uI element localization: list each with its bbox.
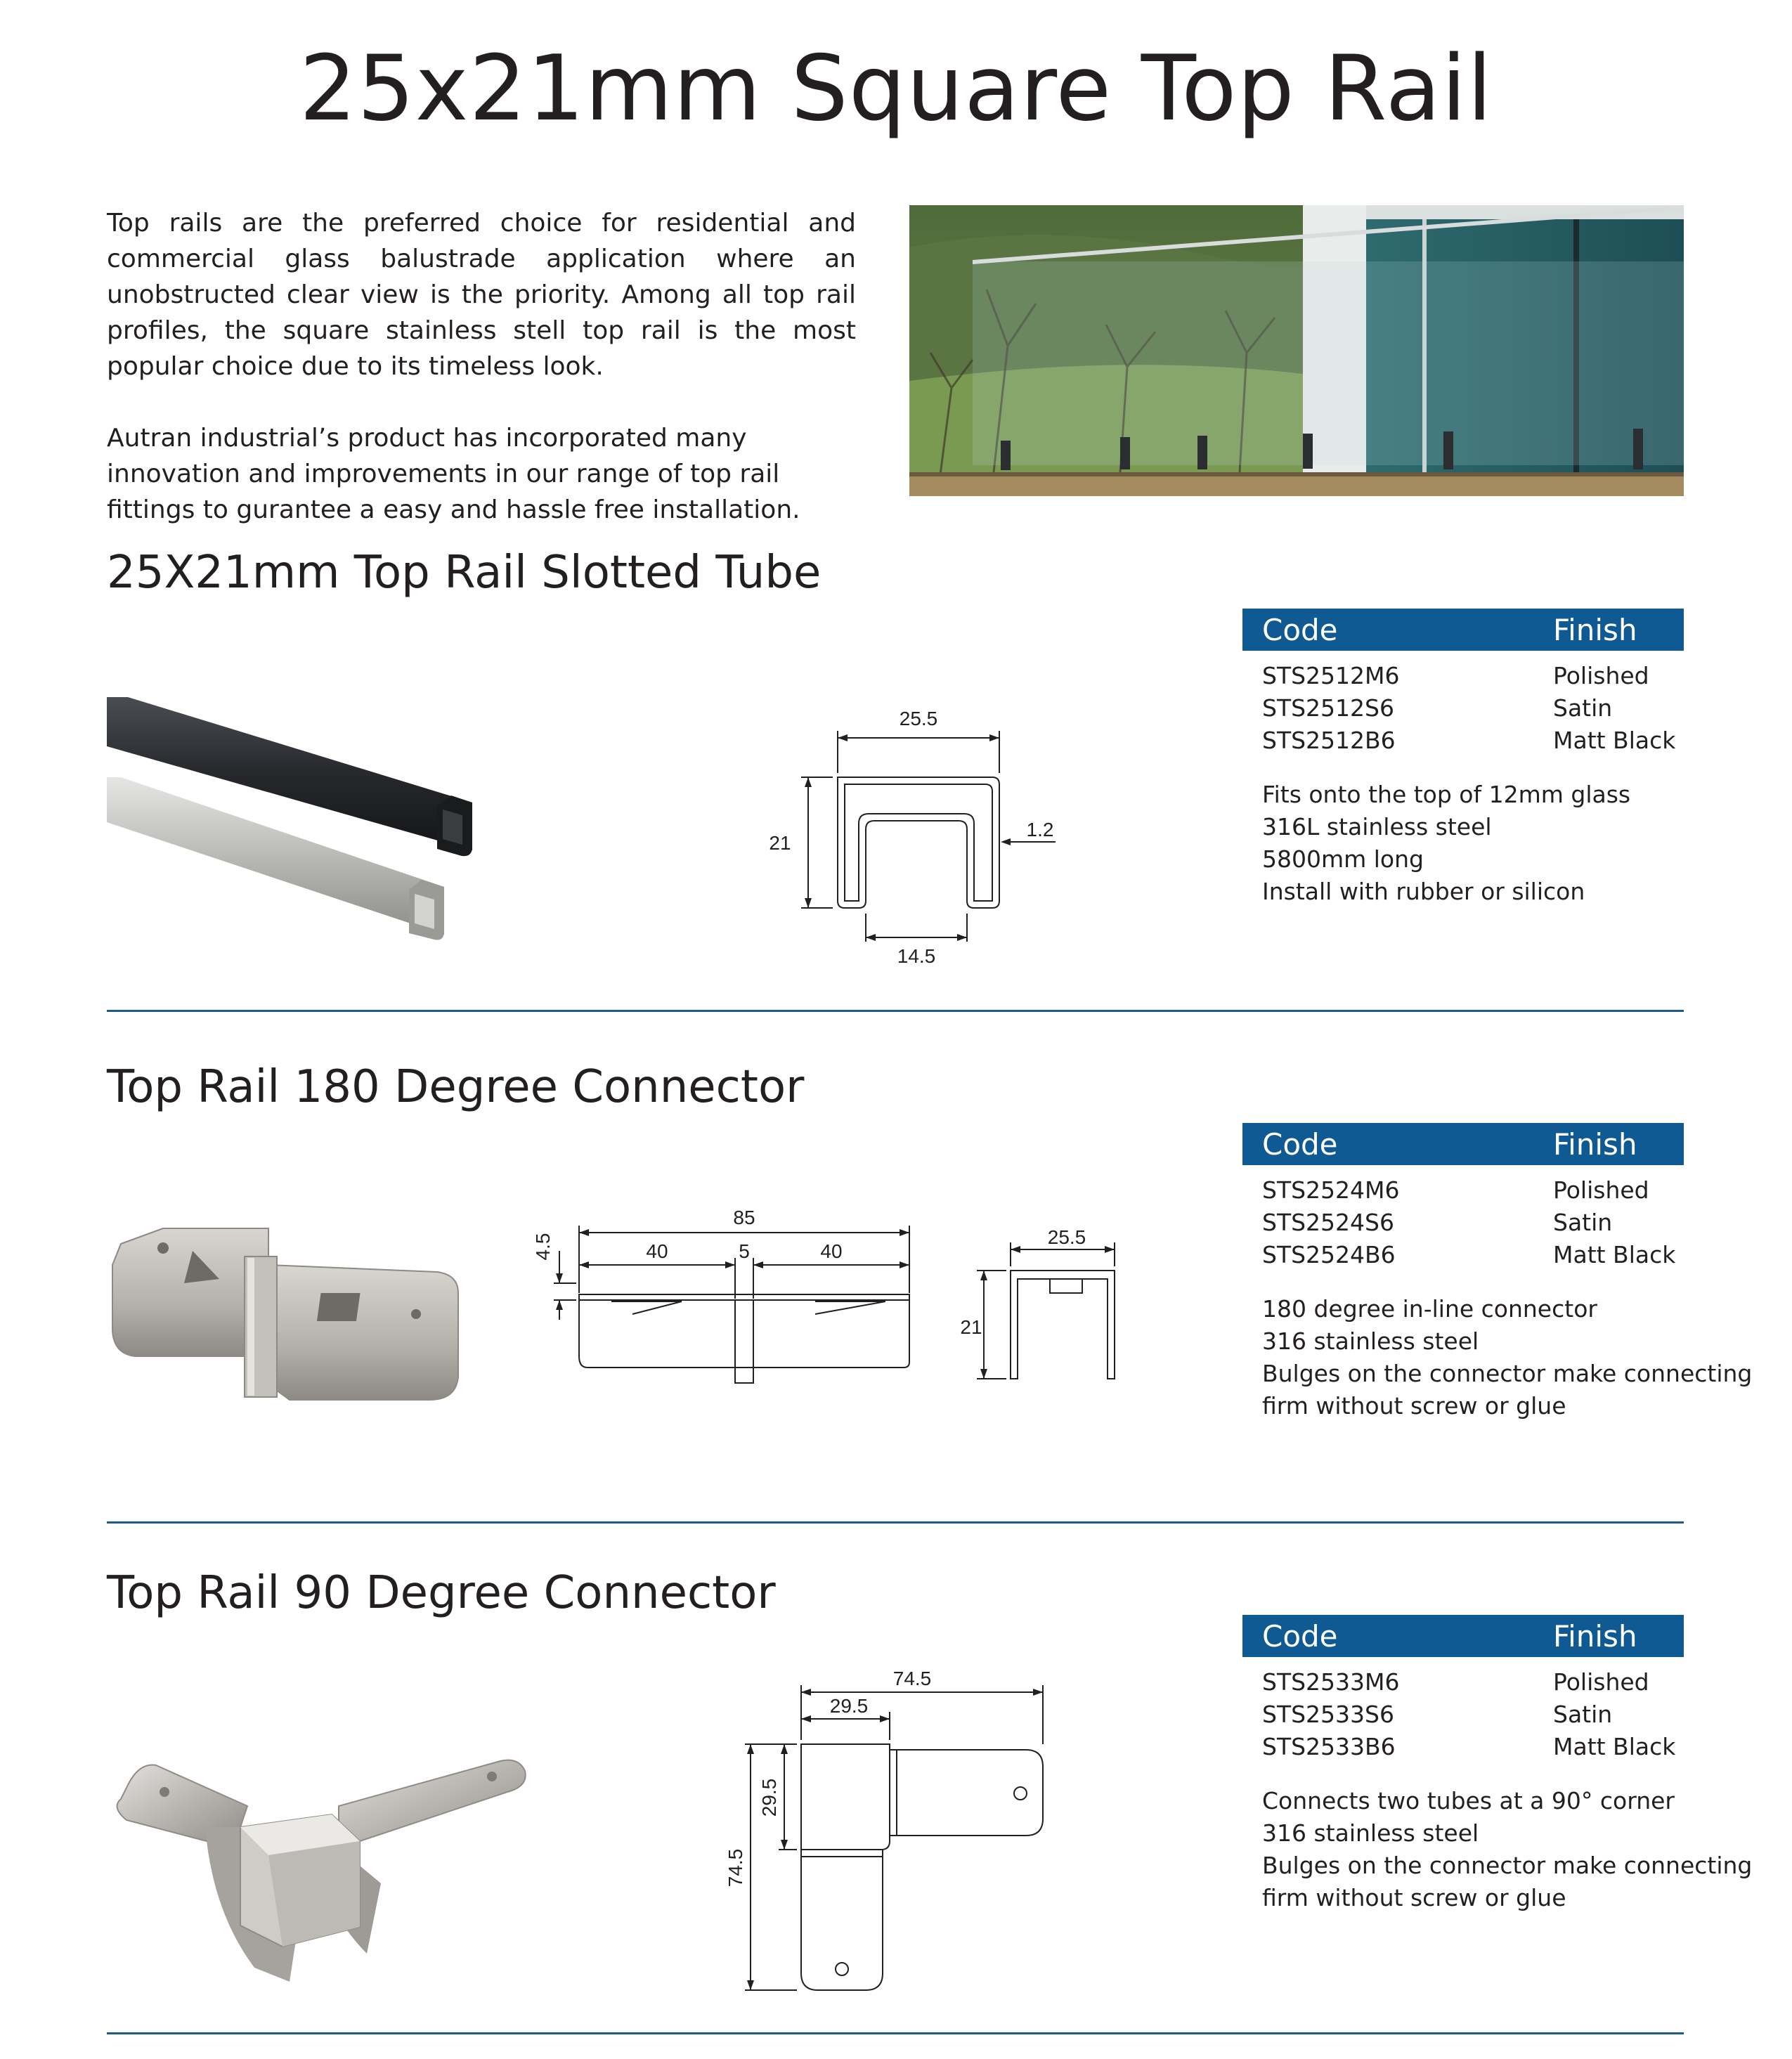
code-cell: STS2524M6 [1262,1176,1400,1204]
dim-slot-label: 14.5 [897,945,936,967]
note-line: Bulges on the connector make connecting [1262,1360,1753,1387]
dim-height-label: 21 [769,832,791,854]
finish-cell: Satin [1553,1209,1613,1236]
spec-table-180-connector [1242,1123,1753,1422]
code-cell: STS2524B6 [1262,1241,1396,1268]
page-title: 25x21mm Square Top Rail [299,37,1493,141]
section-title-slotted-tube: 25X21mm Top Rail Slotted Tube [107,547,822,599]
table-row [1242,1668,1684,1701]
dim-mid-label: 5 [739,1240,750,1262]
spec-table-header [1242,609,1684,651]
note-line: 180 degree in-line connector [1262,1295,1597,1323]
product-notes [1242,1293,1753,1422]
balustrade-photo [909,205,1684,496]
intro-text [107,205,856,564]
header-code: Code [1262,1619,1338,1654]
dim-total-width-label: 74.5 [892,1668,932,1689]
finish-cell: Polished [1553,1668,1649,1696]
table-row [1242,662,1684,694]
note-line: Connects two tubes at a 90° corner [1262,1787,1675,1814]
code-cell: STS2533M6 [1262,1668,1400,1696]
section-title-90-connector: Top Rail 90 Degree Connector [107,1567,776,1619]
product-notes [1242,1785,1753,1914]
note-line: 316L stainless steel [1262,813,1492,840]
code-cell: STS2512B6 [1262,727,1396,754]
finish-cell: Matt Black [1553,727,1676,754]
dim-width-label: 25.5 [899,708,938,729]
note-line: Install with rubber or silicon [1262,878,1585,905]
spec-table-slotted-tube [1242,609,1684,908]
table-row [1242,1241,1684,1273]
header-finish: Finish [1553,613,1637,647]
dim-thick-label: 4.5 [532,1233,554,1261]
dim-wall-label: 1.2 [1026,819,1054,840]
note-line: 316 stainless steel [1262,1819,1479,1847]
table-row [1242,1701,1684,1733]
note-line: Bulges on the connector make connecting [1262,1852,1753,1879]
connector-180-side-drawing [534,1209,928,1377]
header-code: Code [1262,613,1338,647]
product-notes [1242,779,1684,908]
table-row [1242,694,1684,727]
table-row [1242,1209,1684,1241]
code-cell: STS2524S6 [1262,1209,1394,1236]
finish-cell: Polished [1553,1176,1649,1204]
code-cell: STS2533B6 [1262,1733,1396,1760]
section-divider [107,1521,1684,1524]
section-divider [107,2032,1684,2034]
note-line: 5800mm long [1262,845,1424,873]
spec-table-header [1242,1615,1684,1657]
connector-90-drawing [725,1665,1054,1996]
connector-90-photo [107,1743,543,1996]
code-cell: STS2512S6 [1262,694,1394,722]
intro-paragraph-1: Top rails are the preferred choice for residential and commercial glass balustrade application where an unobstructed clear view is the priority. Among all top rail profiles, the square stainless stell top rail is the most popular choice due to its timeless look. [107,209,856,381]
note-line: 316 stainless steel [1262,1327,1479,1355]
header-code: Code [1262,1127,1338,1162]
dim-total-label: 85 [733,1207,755,1228]
intro-paragraph-2: Autran industrial’s product has incorporated many innovation and improvements in our range of top rail fittings to gurantee a easy and hassle free installation. [107,424,800,524]
connector-180-end-drawing [949,1223,1117,1391]
note-line: Fits onto the top of 12mm glass [1262,781,1631,808]
finish-cell: Satin [1553,694,1613,722]
dim-total-height-label: 74.5 [725,1848,746,1888]
note-line: firm without screw or glue [1262,1884,1566,1911]
spec-table-90-connector [1242,1615,1753,1914]
finish-cell: Matt Black [1553,1241,1676,1268]
dim-width-label: 25.5 [1047,1226,1086,1248]
section-title-180-connector: Top Rail 180 Degree Connector [107,1061,805,1113]
header-finish: Finish [1553,1619,1637,1654]
dim-left-label: 40 [646,1240,668,1262]
slotted-tube-photo [107,689,500,963]
dim-inner-width-label: 29.5 [829,1695,869,1717]
note-line: firm without screw or glue [1262,1392,1566,1420]
table-row [1242,727,1684,759]
code-cell: STS2512M6 [1262,662,1400,689]
finish-cell: Satin [1553,1701,1613,1728]
connector-180-photo [107,1216,472,1405]
finish-cell: Polished [1553,662,1649,689]
header-finish: Finish [1553,1127,1637,1162]
finish-cell: Matt Black [1553,1733,1676,1760]
dim-right-label: 40 [820,1240,843,1262]
code-cell: STS2533S6 [1262,1701,1394,1728]
table-row [1242,1733,1684,1765]
table-row [1242,1176,1684,1209]
dim-inner-height-label: 29.5 [758,1778,780,1817]
section-divider [107,1010,1684,1012]
dim-height-label: 21 [960,1316,982,1338]
spec-table-header [1242,1123,1684,1165]
slotted-tube-profile-drawing [759,703,1054,998]
